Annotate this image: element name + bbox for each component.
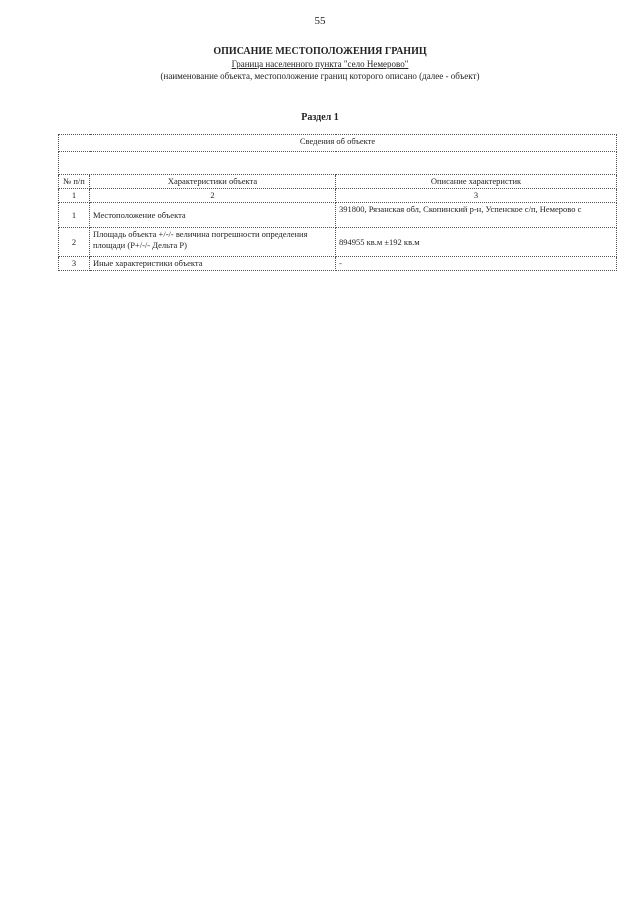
index-cell-2: 2 (90, 189, 336, 203)
row-num: 1 (59, 203, 90, 228)
index-cell-1: 1 (59, 189, 90, 203)
document-title: ОПИСАНИЕ МЕСТОПОЛОЖЕНИЯ ГРАНИЦ (213, 46, 427, 57)
table-empty-cell (59, 152, 617, 175)
table-row (59, 228, 617, 257)
table-section-row (59, 135, 617, 152)
row-description: - (336, 257, 617, 271)
table-index-row (59, 189, 617, 203)
document-subtitle-text: Граница населенного пункта "село Немерово" (231, 59, 409, 69)
row-characteristic: Площадь объекта +/-/- величина погрешности определения площади (Р+/-/- Дельта Р) (90, 228, 336, 257)
header-characteristic: Характеристики объекта (90, 175, 336, 189)
header-num: № п/п (59, 175, 90, 189)
page-number: 55 (314, 15, 326, 27)
row-characteristic: Местоположение объекта (90, 203, 336, 228)
row-num: 3 (59, 257, 90, 271)
document-subtitle (0, 59, 640, 69)
header-description: Описание характеристик (336, 175, 617, 189)
table-row (59, 257, 617, 271)
row-num: 2 (59, 228, 90, 257)
row-characteristic: Иные характеристики объекта (90, 257, 336, 271)
table-empty-row (59, 152, 617, 175)
object-info-table (58, 134, 617, 271)
table-row (59, 203, 617, 228)
section-heading: Раздел 1 (301, 112, 339, 123)
document-caption: (наименование объекта, местоположение границ которого описано (далее - объект) (160, 71, 480, 81)
table-header-row (59, 175, 617, 189)
row-description: 894955 кв.м ±192 кв.м (336, 228, 617, 257)
index-cell-3: 3 (336, 189, 617, 203)
row-description: 391800, Рязанская обл, Скопинский р-н, Успенское с/п, Немерово с (336, 203, 617, 228)
table-section-title: Сведения об объекте (59, 135, 617, 152)
